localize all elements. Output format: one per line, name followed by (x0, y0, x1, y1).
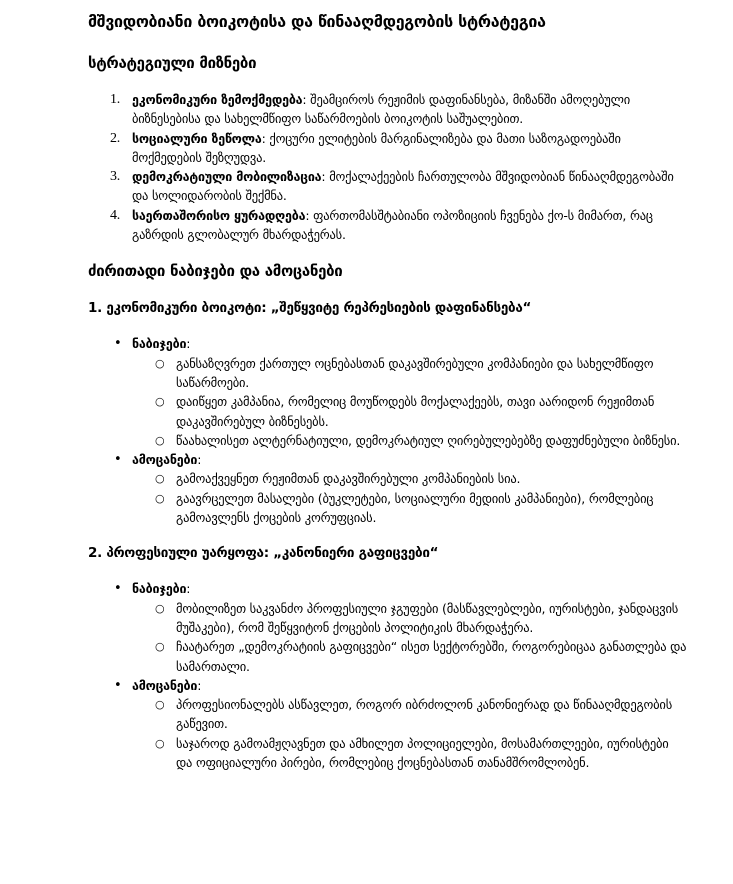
subsection-2-list (88, 579, 688, 772)
list-item-text: განსაზღვრეთ ქართულ ოცნებასთან დაკავშირებული კომპანიები და სახელმწიფო საწარმოები. (176, 355, 654, 390)
list-item-text: პროფესიონალებს ასწავლეთ, როგორ იბრძოლონ კანონიერად და წინააღმდეგობის გაწევით. (176, 697, 673, 732)
goal-item (88, 129, 688, 168)
bullet-marker: • (114, 336, 122, 352)
list-item-text: გამოაქვეყნეთ რეჟიმთან დაკავშირებული კომპანიების სია. (176, 471, 521, 487)
list-item (132, 734, 688, 773)
sub-bullet-marker: ○ (155, 736, 165, 750)
goal-number: 2. (110, 130, 121, 146)
document-title: მშვიდობიანი ბოიკოტისა და წინააღმდეგობის სტრატეგია (88, 12, 546, 31)
group-label: ამოცანები (132, 452, 198, 468)
goals-heading: სტრატეგიული მიზნები (88, 54, 257, 72)
list-item (132, 695, 688, 734)
bullet-marker: • (114, 677, 122, 693)
sub-bullet-marker: ○ (155, 640, 165, 654)
sub-bullet-marker: ○ (155, 698, 165, 712)
sub-list (132, 695, 688, 772)
list-item (132, 489, 688, 528)
list-item (132, 469, 688, 488)
list-item-text: მობილიზეთ საკვანძო პროფესიული ჯგუფები (მასწავლებლები, იურისტები, ჯანდაცვის მუშაკები), რომ შეწყვიტონ ქოცების პოლიტიკის მხარდაჭერა. (176, 600, 679, 635)
group-tasks (88, 450, 688, 527)
goal-text: : ფართომასშტაბიანი ოპოზიციის ჩვენება ქო-ს მიმართ, რაც გაზრდის გლობალურ მხარდაჭერას. (132, 207, 653, 243)
sub-bullet-marker: ○ (155, 472, 165, 486)
list-item-text: წაახალისეთ ალტერნატიული, დემოკრატიულ ღირებულებებზე დაფუძნებული ბიზნესი. (176, 432, 681, 448)
list-item (132, 431, 688, 450)
goal-term: ეკონომიკური ზემოქმედება (132, 92, 303, 107)
list-item (132, 637, 688, 676)
sub-bullet-marker: ○ (155, 491, 165, 505)
sub-bullet-marker: ○ (155, 601, 165, 615)
subsection-heading: 1. ეკონომიკური ბოიკოტი: „შეწყვიტე რეპრესიების დაფინანსება“ (88, 300, 532, 317)
group-steps (88, 579, 688, 675)
goal-number: 3. (110, 169, 121, 185)
sub-bullet-marker: ○ (155, 433, 165, 447)
goal-number: 4. (110, 207, 121, 223)
document-page (88, 10, 688, 772)
goal-number: 1. (110, 92, 121, 107)
goals-list (88, 90, 688, 244)
list-item (132, 392, 688, 431)
sub-list (132, 599, 688, 676)
group-tasks (88, 676, 688, 772)
goal-term: დემოკრატიული მობილიზაცია (132, 169, 322, 185)
list-item-text: ჩაატარეთ „დემოკრატიის გაფიცვები“ ისეთ სექტორებში, როგორებიცაა განათლება და სამართალი. (176, 639, 687, 674)
bullet-marker: • (114, 452, 122, 468)
steps-heading: ძირითადი ნაბიჯები და ამოცანები (88, 262, 343, 281)
bullet-marker: • (114, 581, 122, 597)
list-item-text: დაიწყეთ კამპანია, რომელიც მოუწოდებს მოქალაქეებს, თავი აარიდონ რეჟიმთან დაკავშირებულ ბიზნესებს. (176, 394, 655, 429)
goal-text: : მოქალაქეების ჩართულობა მშვიდობიან წინააღმდეგობაში და სოლიდარობის შექმნა. (132, 169, 674, 204)
group-steps (88, 334, 688, 450)
subsection-1-list (88, 334, 688, 527)
goal-text: : ქოცური ელიტების მარგინალიზება და მათი საზოგადოებაში მოქმედების შეზღუდვა. (132, 130, 621, 165)
sub-bullet-marker: ○ (155, 356, 165, 370)
colon: : (197, 677, 202, 693)
subsection-heading: 2. პროფესიული უარყოფა: „კანონიერი გაფიცვები“ (88, 545, 439, 562)
goal-item (88, 206, 688, 245)
goal-item (88, 167, 688, 206)
sub-list (132, 469, 688, 527)
list-item (132, 599, 688, 638)
sub-list (132, 354, 688, 450)
group-label: ამოცანები (132, 677, 198, 693)
goal-term: საერთაშორისო ყურადღება (132, 207, 306, 223)
goal-text: : შეამციროს რეჟიმის დაფინანსება, მიზანში ამოღებული ბიზნესებისა და სახელმწიფო საწარმოების ბოიკოტის საშუალებით. (132, 92, 631, 127)
list-item-text: გაავრცელეთ მასალები (ბუკლეტები, სოციალური მედიის კამპანიები), რომლებიც გამოავლენს ქოცების კორუფციას. (176, 490, 654, 526)
goal-item (88, 90, 688, 129)
colon: : (186, 336, 191, 352)
list-item (132, 354, 688, 393)
colon: : (197, 452, 202, 468)
group-label: ნაბიჯები (132, 581, 187, 597)
colon: : (186, 581, 191, 597)
list-item-text: საჯაროდ გამოამჟღავნეთ და ამხილეთ პოლიციელები, მოსამართლეები, იურისტები და ოფიციალური პირები, რომლებიც ქოცნებასთან თანამშრომლობენ. (176, 735, 669, 771)
group-label: ნაბიჯები (132, 336, 187, 352)
sub-bullet-marker: ○ (155, 395, 165, 409)
goal-term: სოციალური ზეწოლა (132, 130, 262, 146)
